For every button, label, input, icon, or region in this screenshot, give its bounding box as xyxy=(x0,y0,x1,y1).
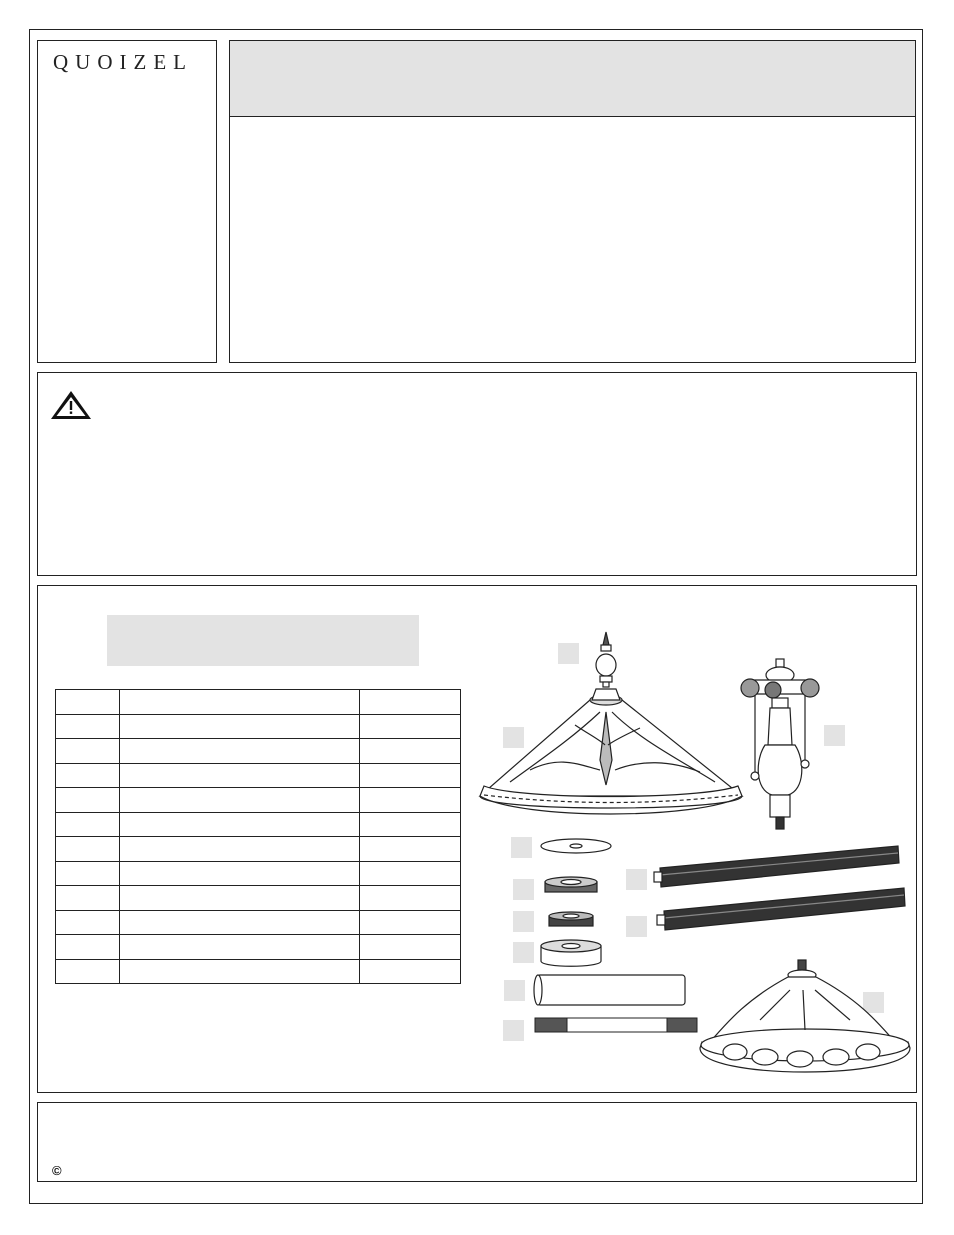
copyright-symbol: © xyxy=(52,1163,62,1178)
tube-drawing xyxy=(534,975,685,1005)
threaded-rod-drawing xyxy=(535,1018,697,1032)
shade-drawing xyxy=(480,689,742,814)
footer-panel xyxy=(37,1102,917,1182)
brand-logo: QUOIZEL xyxy=(53,50,193,74)
stem-upper-drawing xyxy=(654,846,899,887)
lock-nut-drawing xyxy=(545,877,597,892)
cap-drawing xyxy=(541,940,601,966)
finial-drawing xyxy=(596,632,616,687)
socket-cluster-drawing xyxy=(741,659,819,829)
small-nut-drawing xyxy=(549,912,593,926)
stem-lower-drawing xyxy=(657,888,905,930)
washer-drawing xyxy=(541,839,611,853)
base-drawing xyxy=(700,960,910,1072)
